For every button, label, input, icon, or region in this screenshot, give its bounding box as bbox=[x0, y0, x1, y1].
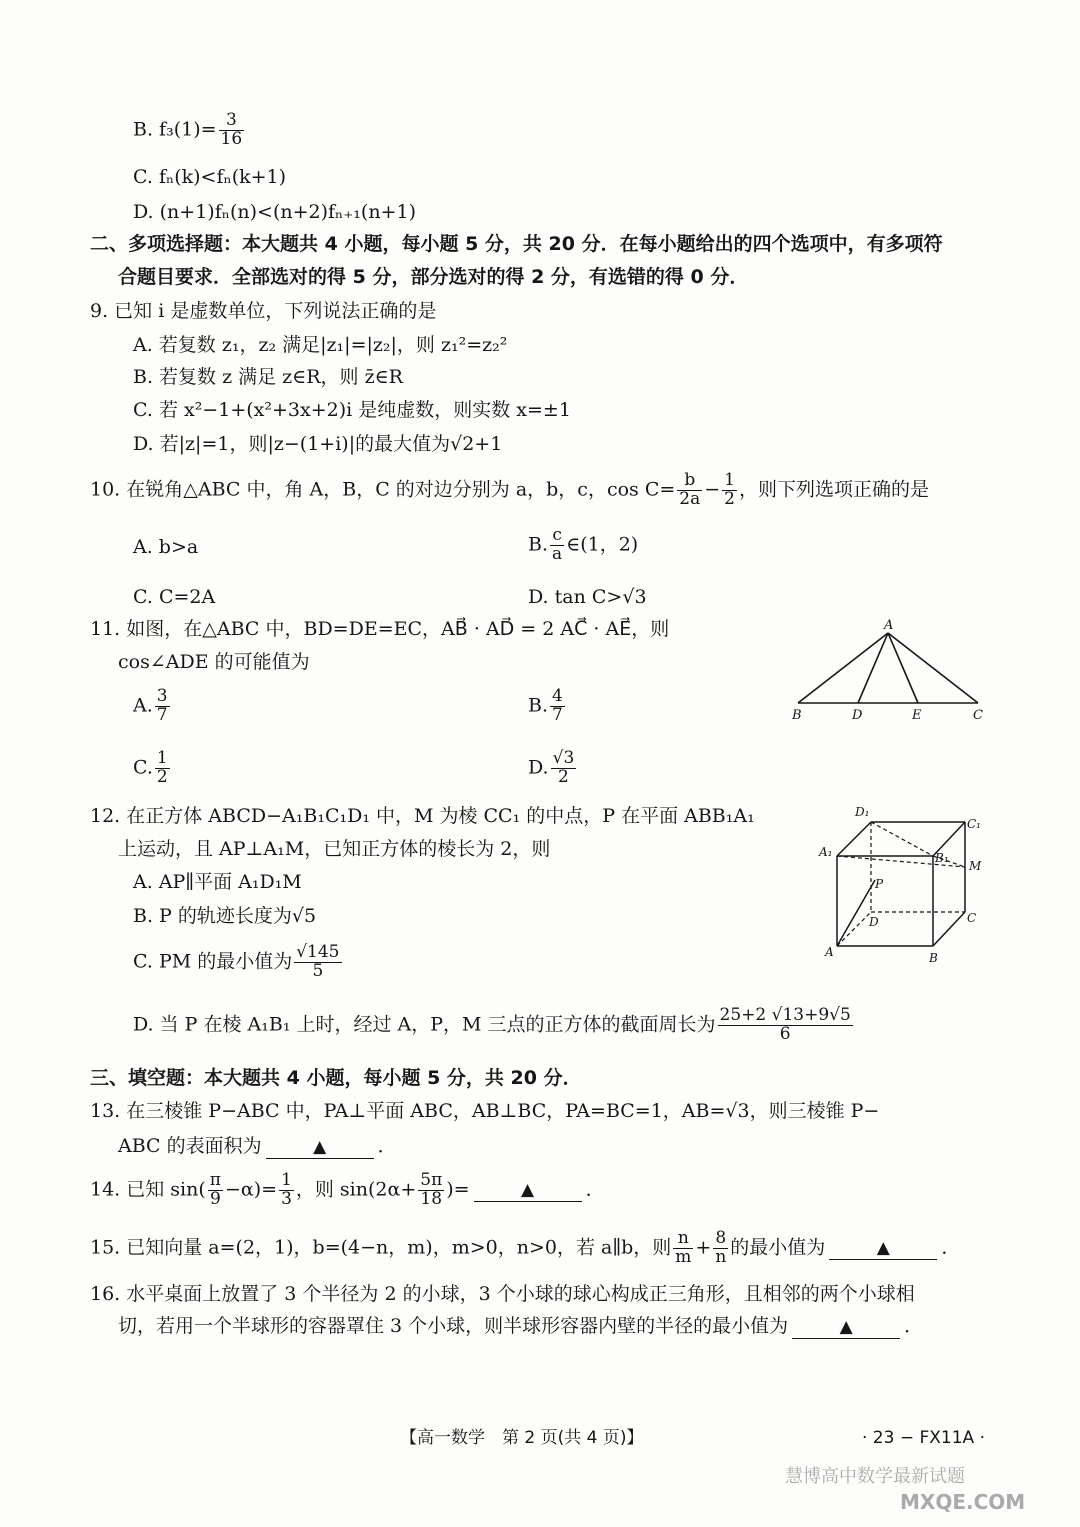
q12-cube-figure bbox=[815, 800, 995, 970]
q8-option-c: C. fₙ(k)<fₙ(k+1) bbox=[133, 166, 287, 188]
paper-code: · 23 − FX11A · bbox=[862, 1428, 985, 1448]
q12-stem: 12. 在正方体 ABCD−A₁B₁C₁D₁ 中，M 为棱 CC₁ 的中点，P 在平面 ABB₁A₁ bbox=[90, 805, 755, 827]
q10-option-d: D. tan C>√3 bbox=[528, 586, 647, 608]
fig11-label-d: D bbox=[852, 708, 863, 723]
q10-option-c: C. C=2A bbox=[133, 586, 216, 608]
q11-option-a: A. $\frac{3}{7}$ bbox=[133, 686, 168, 725]
fig12-label-b: B bbox=[929, 951, 938, 965]
q13-stem: 13. 在三棱锥 P−ABC 中，PA⊥平面 ABC，AB⊥BC，PA=BC=1，AB=√3，则三棱锥 P− bbox=[90, 1100, 880, 1122]
fig12-label-d: D bbox=[869, 915, 879, 929]
fig12-label-c: C bbox=[967, 911, 977, 925]
q8-option-d: D. (n+1)fₙ(n)<(n+2)fₙ₊₁(n+1) bbox=[133, 201, 416, 223]
watermark-site: MXQE.COM bbox=[900, 1490, 1026, 1514]
fig12-label-a1: A₁ bbox=[819, 845, 833, 859]
q14-stem: 14. 已知 sin( $\frac{\pi}{9}$ −α)= $\frac{1}{3}$ ，则 sin(2α+ $\frac{5\pi}{18}$ )= ▲ ． bbox=[90, 1170, 605, 1209]
q12-option-a: A. AP∥平面 A₁D₁M bbox=[133, 871, 302, 893]
q11-option-b: B. $\frac{4}{7}$ bbox=[528, 686, 563, 725]
q9-option-b: B. 若复数 z 满足 z∈R，则 z̄∈R bbox=[133, 366, 403, 388]
q16-answer-blank: ▲ bbox=[792, 1315, 900, 1339]
section2-heading: 二、多项选择题：本大题共 4 小题，每小题 5 分，共 20 分．在每小题给出的四个选项中，有多项符 bbox=[90, 233, 943, 255]
q12-stem-cont: 上运动，且 AP⊥A₁M，已知正方体的棱长为 2，则 bbox=[118, 838, 551, 860]
q13-stem-cont: ABC 的表面积为 ▲ ． bbox=[118, 1135, 397, 1157]
fig12-label-c1: C₁ bbox=[967, 817, 981, 831]
q11-option-c: C. $\frac{1}{2}$ bbox=[133, 748, 168, 787]
q16-stem-cont: 切，若用一个半球形的容器罩住 3 个小球，则半球形容器内壁的半径的最小值为 ▲ ． bbox=[118, 1315, 924, 1337]
watermark-text: 慧博高中数学最新试题 bbox=[785, 1466, 965, 1487]
section3-heading: 三、填空题：本大题共 4 小题，每小题 5 分，共 20 分． bbox=[90, 1067, 582, 1089]
q9-option-a: A. 若复数 z₁，z₂ 满足|z₁|=|z₂|，则 z₁²=z₂² bbox=[133, 334, 508, 356]
q16-stem: 16. 水平桌面上放置了 3 个半径为 2 的小球，3 个小球的球心构成正三角形，且相邻的两个小球相 bbox=[90, 1283, 915, 1305]
fig11-label-b: B bbox=[792, 708, 802, 723]
q11-option-d: D. $\frac{√3}{2}$ bbox=[528, 748, 575, 787]
q11-stem-cont: cos∠ADE 的可能值为 bbox=[118, 651, 310, 673]
q10-stem: 10. 在锐角△ABC 中，角 A，B，C 的对边分别为 a，b，c，cos C= $\frac{b}{2a}$ − $\frac{1}{2}$ ，则下列选项正确的是 bbox=[90, 470, 929, 509]
q12-option-d: D. 当 P 在棱 A₁B₁ 上时，经过 A，P，M 三点的正方体的截面周长为 $\frac{25+2 √13+9√5}{6}$ bbox=[133, 1005, 851, 1044]
q15-stem: 15. 已知向量 a=(2，1)，b=(4−n，m)，m>0，n>0，若 a∥b，则 $\frac{n}{m}$ + $\frac{8}{n}$ 的最小值为 ▲ ． bbox=[90, 1228, 961, 1267]
section2-heading-cont: 合题目要求．全部选对的得 5 分，部分选对的得 2 分，有选错的得 0 分． bbox=[118, 266, 749, 288]
fig11-label-e: E bbox=[912, 708, 922, 723]
fig12-label-b1: B₁ bbox=[935, 851, 949, 865]
q10-option-b: B. $\frac{c}{a}$ ∈(1，2) bbox=[528, 525, 639, 564]
fig11-label-a: A bbox=[884, 618, 894, 633]
q11-stem: 11. 如图，在△ABC 中，BD=DE=EC，AB⃗ · AD⃗ = 2 AC⃗ · AE⃗，则 bbox=[90, 618, 670, 640]
q9-option-c: C. 若 x²−1+(x²+3x+2)i 是纯虚数，则实数 x=±1 bbox=[133, 399, 571, 421]
q14-answer-blank: ▲ bbox=[474, 1178, 582, 1202]
q10-option-a: A. b>a bbox=[133, 536, 199, 558]
fig12-label-p: P bbox=[875, 877, 884, 891]
q9-stem: 9. 已知 i 是虚数单位，下列说法正确的是 bbox=[90, 300, 437, 322]
page-footer: 【高一数学 第 2 页(共 4 页)】 bbox=[400, 1428, 644, 1448]
fig12-label-d1: D₁ bbox=[855, 805, 870, 819]
q13-answer-blank: ▲ bbox=[266, 1135, 374, 1159]
q12-option-b: B. P 的轨迹长度为√5 bbox=[133, 905, 317, 927]
fig11-label-c: C bbox=[973, 708, 983, 723]
q12-option-c: C. PM 的最小值为 $\frac{√145}{5}$ bbox=[133, 942, 340, 981]
q9-option-d: D. 若|z|=1，则|z−(1+i)|的最大值为√2+1 bbox=[133, 433, 503, 455]
q11-triangle-figure bbox=[780, 615, 1000, 725]
fig12-label-m: M bbox=[969, 859, 982, 873]
fig12-label-a: A bbox=[825, 945, 834, 959]
q15-answer-blank: ▲ bbox=[829, 1236, 937, 1260]
q8-option-b: B. f₃(1)= $\frac{3}{16}$ bbox=[133, 110, 243, 149]
